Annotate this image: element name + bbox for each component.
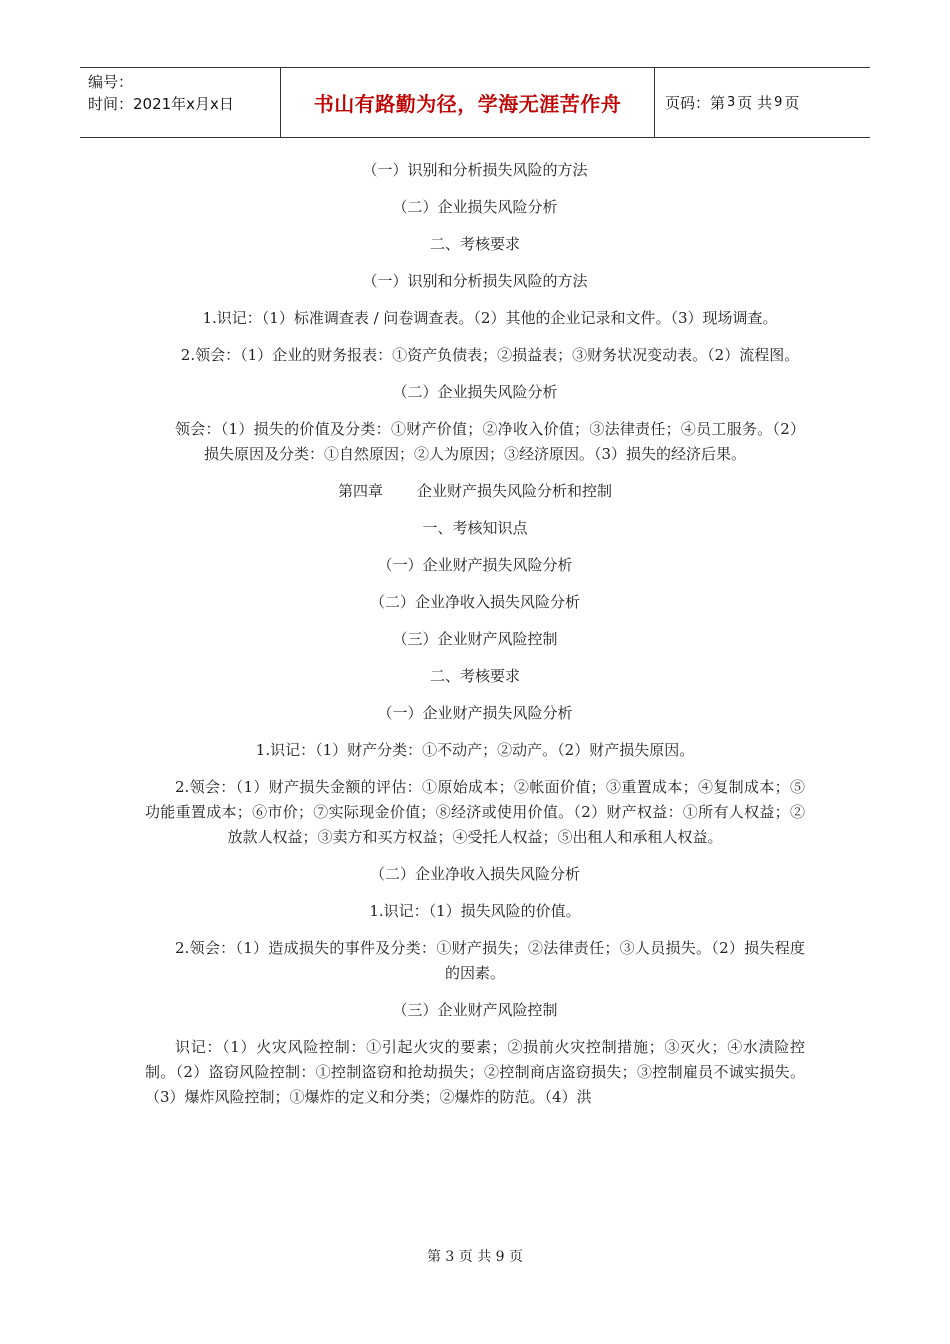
page-label-mid: 页 共 xyxy=(737,94,773,112)
section-heading: （二）企业净收入损失风险分析 xyxy=(369,593,580,611)
page-label-suffix: 页 xyxy=(784,94,800,112)
section-heading: 二、考核要求 xyxy=(429,235,520,253)
paragraph: 领会：（1）损失的价值及分类：①财产价值；②净收入价值；③法律责任；④员工服务。（2）损失原因及分类：①自然原因；②人为原因；③经济原因。（3）损失的经济后果。 xyxy=(175,420,805,463)
paragraph: 1.识记：（1）标准调查表 / 问卷调查表。（2）其他的企业记录和文件。（3）现场调查。 xyxy=(202,309,778,327)
page-label-prefix: 页码：第 xyxy=(665,94,726,112)
paragraph: 2.领会：（1）造成损失的事件及分类：①财产损失；②法律责任；③人员损失。（2）损失程度的因素。 xyxy=(175,939,805,982)
section-heading: （一）识别和分析损失风险的方法 xyxy=(362,161,588,179)
paragraph: 1.识记：（1）财产分类：①不动产；②动产。（2）财产损失原因。 xyxy=(255,741,695,759)
document-time-label: 时间：2021年x月x日 xyxy=(88,95,234,113)
section-heading: （三）企业财产风险控制 xyxy=(392,1001,558,1019)
section-heading: （一）企业财产损失风险分析 xyxy=(377,556,573,574)
page-current: 3 xyxy=(727,95,736,110)
header-meta xyxy=(80,68,281,137)
document-number-label: 编号： xyxy=(88,73,134,91)
paragraph: 2.领会：（1）企业的财务报表：①资产负债表；②损益表；③财务状况变动表。（2）流程图。 xyxy=(180,346,800,364)
paragraph: 1.识记：（1）损失风险的价值。 xyxy=(369,902,581,920)
page-header xyxy=(80,67,870,138)
header-motto: 书山有路勤为径，学海无涯苦作舟 xyxy=(281,68,655,137)
section-heading: （二）企业损失风险分析 xyxy=(392,198,558,216)
section-heading: （二）企业损失风险分析 xyxy=(392,383,558,401)
section-heading: 一、考核知识点 xyxy=(422,519,528,537)
chapter-heading xyxy=(145,479,805,504)
page-footer: 第 3 页 共 9 页 xyxy=(426,1249,524,1265)
section-heading: 二、考核要求 xyxy=(429,667,520,685)
paragraph: 识记：（1）火灾风险控制：①引起火灾的要素；②损前火灾控制措施；③灭火；④水渍险控制。（2）盗窃风险控制：①控制盗窃和抢劫损失；②控制商店盗窃损失；③控制雇员不诚实损失。（3）爆炸风险控制；①爆炸的定义和分类；②爆炸的防范。（4）洪 xyxy=(145,1038,805,1106)
section-heading: （二）企业净收入损失风险分析 xyxy=(369,865,580,883)
paragraph: 2.领会：（1）财产损失金额的评估：①原始成本；②帐面价值；③重置成本；④复制成本；⑤功能重置成本；⑥市价；⑦实际现金价值；⑧经济或使用价值。（2）财产权益：①所有人权益；②放款人权益；③卖方和买方权益；④受托人权益；⑤出租人和承租人权益。 xyxy=(145,778,805,846)
section-heading: （一）企业财产损失风险分析 xyxy=(377,704,573,722)
section-heading: （三）企业财产风险控制 xyxy=(392,630,558,648)
chapter-number: 第四章 xyxy=(337,482,383,500)
chapter-title: 企业财产损失风险分析和控制 xyxy=(417,482,613,500)
document-body xyxy=(145,158,805,1122)
page-total: 9 xyxy=(774,95,783,110)
header-page-indicator xyxy=(655,68,870,137)
section-heading: （一）识别和分析损失风险的方法 xyxy=(362,272,588,290)
